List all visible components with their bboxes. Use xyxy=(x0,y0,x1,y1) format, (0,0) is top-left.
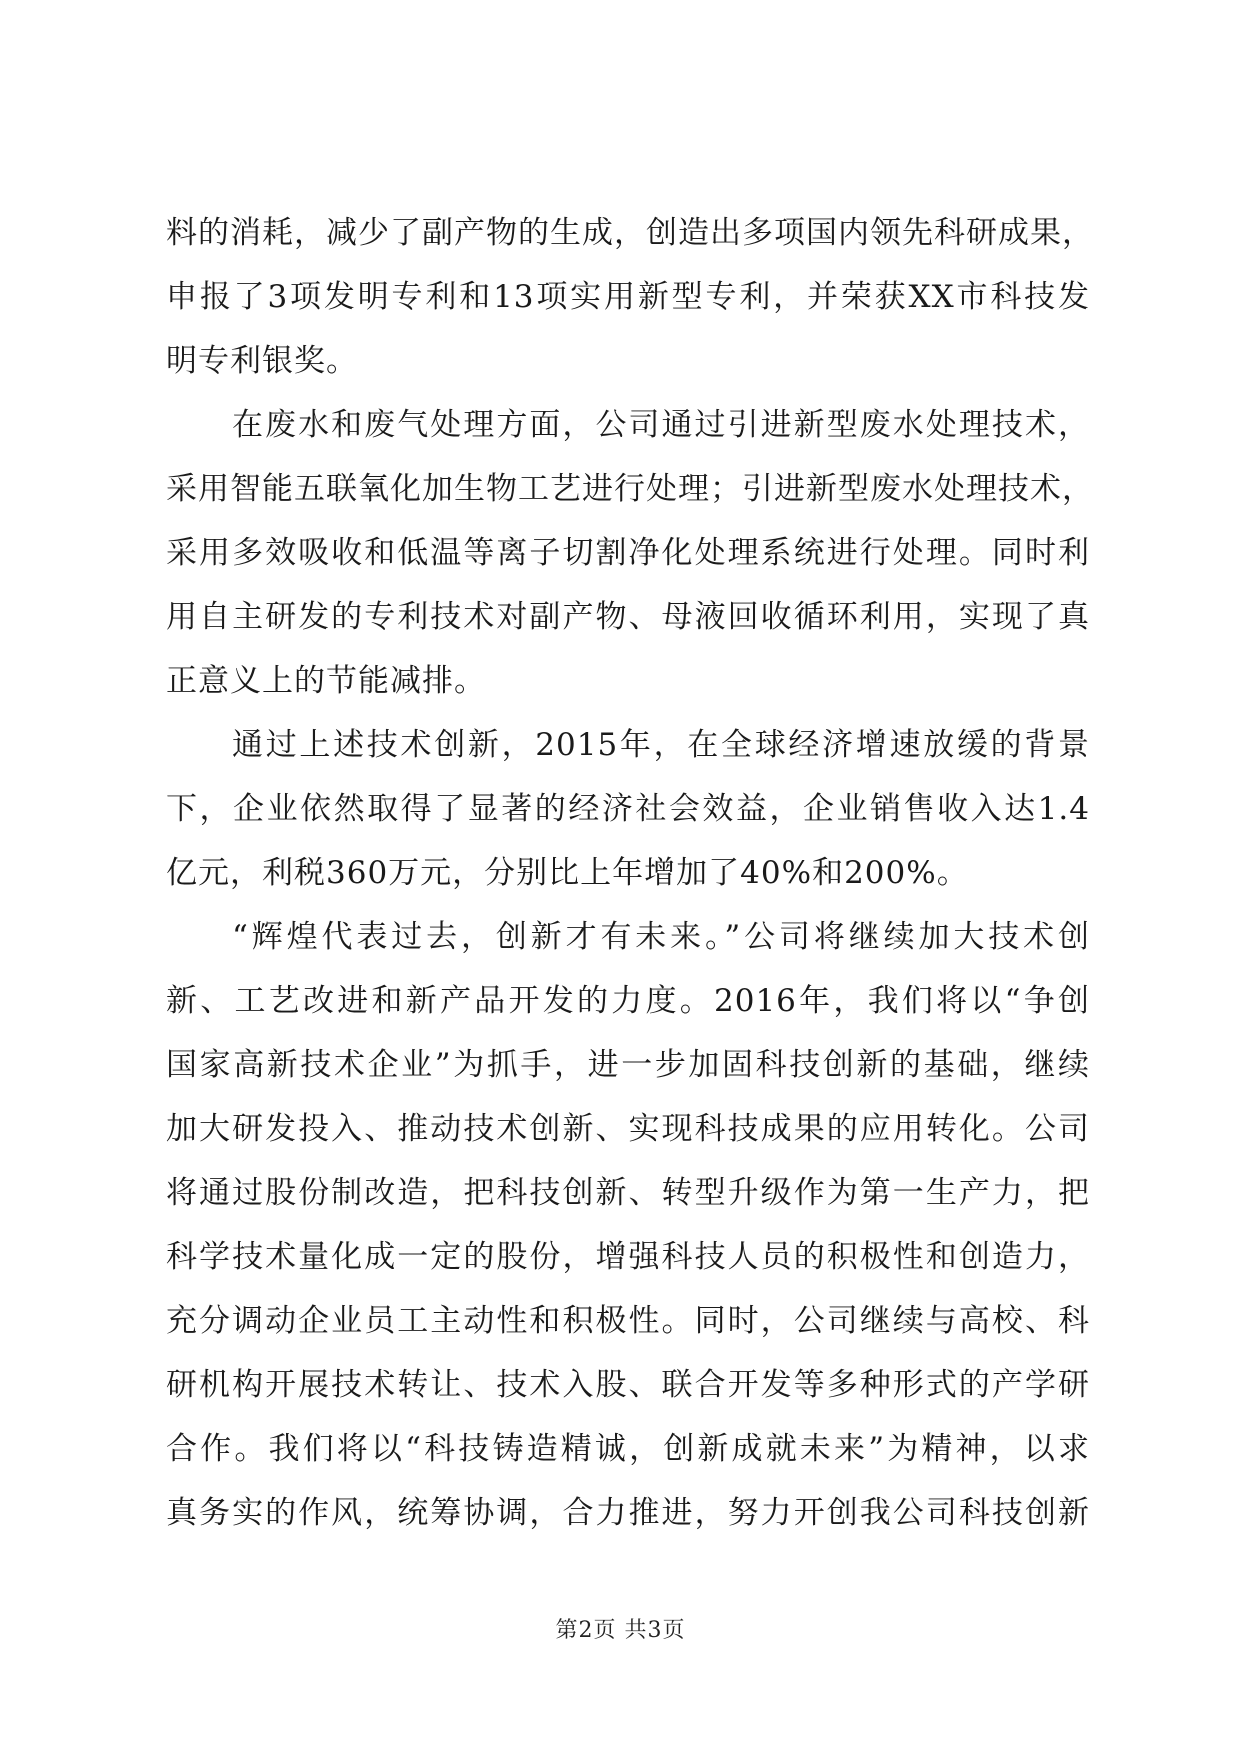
text-line: 研机构开展技术转让、技术入股、联合开发等多种形式的产学研 xyxy=(166,1367,1090,1403)
text-line: 下，企业依然取得了显著的经济社会效益，企业销售收入达1.4 xyxy=(166,791,1090,827)
body-text xyxy=(166,201,1094,1545)
text-line: 将通过股份制改造，把科技创新、转型升级作为第一生产力，把 xyxy=(166,1175,1090,1211)
text-line: 在废水和废气处理方面，公司通过引进新型废水处理技术， xyxy=(232,407,1090,443)
text-line: 合作。我们将以“科技铸造精诚，创新成就未来”为精神，以求 xyxy=(166,1431,1090,1467)
text-line: 料的消耗，减少了副产物的生成，创造出多项国内领先科研成果， xyxy=(166,215,1094,251)
text-line: 申报了3项发明专利和13项实用新型专利，并荣获XX市科技发 xyxy=(166,279,1090,315)
text-line: 亿元，利税360万元，分别比上年增加了40%和200%。 xyxy=(166,855,969,891)
text-line: 明专利银奖。 xyxy=(166,343,358,379)
text-line: 真务实的作风，统筹协调，合力推进，努力开创我公司科技创新 xyxy=(166,1495,1090,1531)
page-number-label: 第2页 共3页 xyxy=(555,1618,686,1643)
text-line: 充分调动企业员工主动性和积极性。同时，公司继续与高校、科 xyxy=(166,1303,1090,1339)
text-line: “辉煌代表过去，创新才有未来。”公司将继续加大技术创 xyxy=(232,919,1090,955)
page-footer xyxy=(0,1613,1241,1644)
text-line: 国家高新技术企业”为抓手，进一步加固科技创新的基础，继续 xyxy=(166,1047,1090,1083)
text-line: 采用智能五联氧化加生物工艺进行处理；引进新型废水处理技术， xyxy=(166,471,1094,507)
text-line: 通过上述技术创新，2015年，在全球经济增速放缓的背景 xyxy=(232,727,1090,763)
text-line: 采用多效吸收和低温等离子切割净化处理系统进行处理。同时利 xyxy=(166,535,1090,571)
text-line: 用自主研发的专利技术对副产物、母液回收循环利用，实现了真 xyxy=(166,599,1090,635)
text-line: 新、工艺改进和新产品开发的力度。2016年，我们将以“争创 xyxy=(166,983,1090,1019)
text-line: 科学技术量化成一定的股份，增强科技人员的积极性和创造力， xyxy=(166,1239,1090,1275)
text-line: 加大研发投入、推动技术创新、实现科技成果的应用转化。公司 xyxy=(166,1111,1090,1147)
text-line: 正意义上的节能减排。 xyxy=(166,663,486,699)
